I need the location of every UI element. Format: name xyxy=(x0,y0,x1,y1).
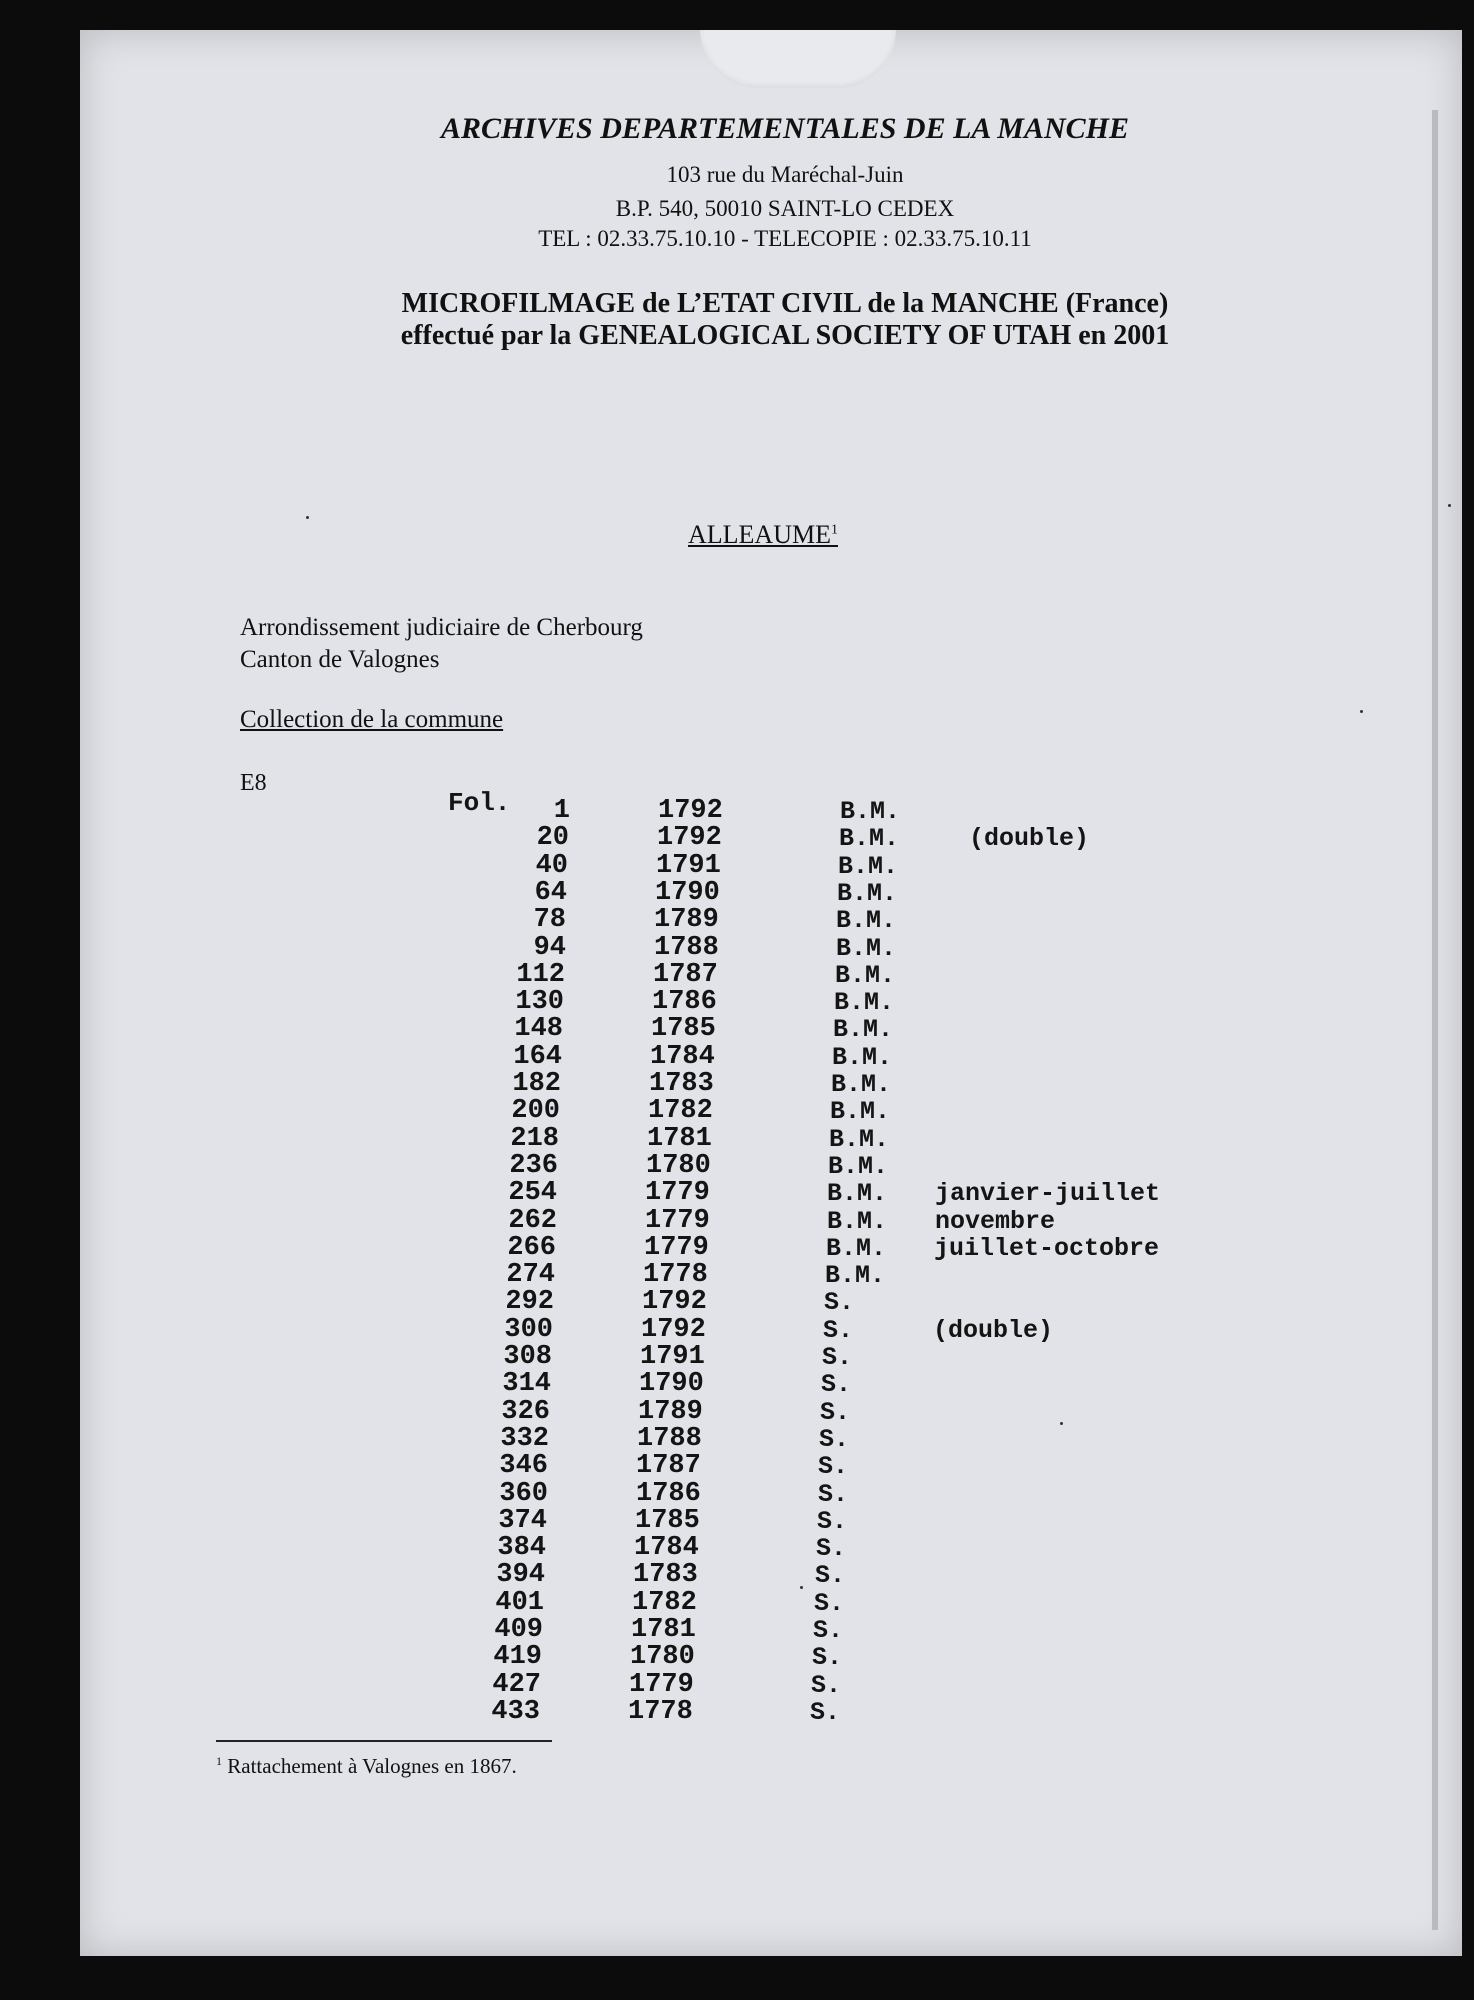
register-row xyxy=(433,1016,1233,1043)
register-year: 1786 xyxy=(636,1478,701,1509)
register-row xyxy=(414,1587,1214,1618)
folio-number: 346 xyxy=(499,1451,548,1482)
folio-number: 130 xyxy=(515,987,564,1018)
act-types: B.M. xyxy=(836,906,897,936)
canton: Canton de Valognes xyxy=(240,646,440,673)
register-year: 1778 xyxy=(643,1260,708,1291)
register-row xyxy=(421,1371,1221,1398)
register-row xyxy=(416,1535,1216,1562)
register-row xyxy=(424,1289,1224,1316)
act-types: B.M. xyxy=(829,1124,890,1154)
folio-number: 78 xyxy=(533,905,566,936)
folio-label: Fol. xyxy=(448,788,511,818)
register-year: 1789 xyxy=(654,905,719,936)
act-types: B.M. xyxy=(839,824,900,854)
folio-number: 300 xyxy=(504,1314,553,1345)
register-year: 1792 xyxy=(658,796,723,826)
sheet-edge-shadow xyxy=(1432,110,1438,1930)
act-types: B.M. xyxy=(830,1097,891,1127)
act-types: B.M. xyxy=(834,988,895,1018)
register-year: 1782 xyxy=(648,1096,713,1127)
arrondissement: Arrondissement judiciaire de Cherbourg xyxy=(240,614,643,641)
folio-number: 308 xyxy=(503,1342,552,1372)
register-year: 1786 xyxy=(652,987,717,1018)
folio-number: 374 xyxy=(498,1505,547,1536)
register-row xyxy=(425,1262,1225,1289)
act-types: S. xyxy=(816,1534,847,1564)
register-row xyxy=(420,1396,1220,1427)
commune-name xyxy=(688,520,838,550)
register-year: 1792 xyxy=(641,1314,706,1345)
register-row xyxy=(436,907,1236,934)
register-row xyxy=(418,1478,1218,1509)
footnote-text: Rattachement à Valognes en 1867. xyxy=(227,1754,517,1778)
act-types: S. xyxy=(814,1588,845,1618)
act-types: B.M. xyxy=(825,1261,886,1291)
register-row xyxy=(426,1232,1226,1263)
folio-number: 182 xyxy=(512,1069,561,1099)
register-year: 1778 xyxy=(628,1696,693,1727)
folio-number: 112 xyxy=(516,959,565,990)
folio-number: 314 xyxy=(502,1369,551,1400)
register-row xyxy=(437,877,1237,908)
act-types: B.M. xyxy=(832,1042,893,1072)
folio-number: 433 xyxy=(491,1696,540,1727)
register-row xyxy=(438,850,1238,881)
act-types: B.M. xyxy=(827,1206,888,1236)
folio-number: 292 xyxy=(505,1287,554,1318)
act-types: S. xyxy=(810,1697,841,1727)
folio-number: 326 xyxy=(501,1396,550,1427)
register-year: 1790 xyxy=(639,1369,704,1400)
act-types: B.M. xyxy=(831,1070,892,1099)
folio-number: 401 xyxy=(495,1587,544,1618)
folio-number: 40 xyxy=(535,850,568,881)
register-row xyxy=(436,932,1236,963)
register-note: juillet-octobre xyxy=(934,1233,1160,1263)
act-types: B.M. xyxy=(836,933,897,963)
collection-title: Collection de la commune xyxy=(240,706,504,733)
folio-number: 409 xyxy=(494,1615,543,1645)
act-types: S. xyxy=(818,1479,849,1509)
register-year: 1782 xyxy=(632,1587,697,1618)
register-row xyxy=(417,1505,1217,1536)
commune-footnote-marker: 1 xyxy=(830,522,838,538)
register-row xyxy=(410,1696,1210,1727)
act-types: S. xyxy=(812,1643,843,1673)
footnote-rule xyxy=(216,1740,552,1742)
register-row xyxy=(440,798,1240,825)
register-row xyxy=(430,1098,1230,1125)
act-types: S. xyxy=(821,1370,852,1400)
register-year: 1779 xyxy=(645,1205,710,1236)
register-year: 1779 xyxy=(629,1669,694,1700)
folio-number: 419 xyxy=(493,1642,542,1673)
project-title-line-1: MICROFILMAGE de L’ETAT CIVIL de la MANCHE (France) xyxy=(401,288,1169,319)
register-note: novembre xyxy=(935,1206,1056,1236)
footnote-marker: 1 xyxy=(216,1754,222,1768)
act-types: S. xyxy=(824,1288,855,1318)
sleeve-notch xyxy=(700,30,896,88)
register-year: 1784 xyxy=(634,1533,699,1564)
register-year: 1791 xyxy=(656,850,721,881)
register-row xyxy=(439,825,1239,852)
film-speck xyxy=(1360,710,1363,713)
register-year: 1780 xyxy=(646,1150,711,1181)
register-row xyxy=(427,1205,1227,1236)
film-speck xyxy=(800,1586,803,1589)
folio-number: 427 xyxy=(492,1669,541,1700)
act-types: B.M. xyxy=(837,878,898,908)
act-types: S. xyxy=(817,1506,848,1536)
act-types: S. xyxy=(822,1343,853,1372)
act-types: S. xyxy=(819,1424,850,1454)
register-note: (double) xyxy=(969,824,1090,854)
register-year: 1779 xyxy=(644,1232,709,1263)
register-year: 1792 xyxy=(642,1287,707,1318)
folio-number: 360 xyxy=(499,1478,548,1509)
register-row xyxy=(412,1644,1212,1671)
folio-number: 200 xyxy=(511,1096,560,1127)
register-row xyxy=(423,1314,1223,1345)
register-row xyxy=(432,1041,1232,1072)
register-year: 1789 xyxy=(638,1396,703,1427)
address-phones: TEL : 02.33.75.10.10 - TELECOPIE : 02.33.75.10.11 xyxy=(538,226,1032,251)
folio-number: 254 xyxy=(508,1178,557,1209)
act-types: B.M. xyxy=(835,960,896,990)
folio-number: 394 xyxy=(496,1560,545,1591)
act-types: B.M. xyxy=(828,1151,889,1181)
register-row xyxy=(413,1617,1213,1644)
register-year: 1787 xyxy=(653,959,718,990)
archive-name: ARCHIVES DEPARTEMENTALES DE LA MANCHE xyxy=(441,112,1129,145)
register-year: 1792 xyxy=(657,823,722,854)
register-row xyxy=(434,989,1234,1016)
register-year: 1783 xyxy=(649,1069,714,1099)
register-year: 1787 xyxy=(636,1451,701,1482)
series-code: E8 xyxy=(240,770,267,796)
register-row xyxy=(429,1123,1229,1154)
register-row xyxy=(422,1344,1222,1371)
folio-number: 94 xyxy=(533,932,566,963)
register-year: 1785 xyxy=(651,1014,716,1045)
register-row xyxy=(415,1562,1215,1589)
folio-number: 148 xyxy=(514,1014,563,1045)
register-row xyxy=(428,1150,1228,1181)
act-types: S. xyxy=(811,1670,842,1700)
register-year: 1791 xyxy=(640,1342,705,1372)
act-types: S. xyxy=(820,1397,851,1427)
folio-number: 218 xyxy=(510,1123,559,1154)
register-row xyxy=(431,1071,1231,1098)
register-year: 1781 xyxy=(647,1123,712,1154)
act-types: B.M. xyxy=(840,797,901,826)
act-types: B.M. xyxy=(826,1233,887,1263)
register-year: 1785 xyxy=(635,1505,700,1536)
register-year: 1790 xyxy=(655,877,720,908)
address-street: 103 rue du Maréchal-Juin xyxy=(666,162,904,187)
footnote xyxy=(216,1754,517,1779)
register-year: 1781 xyxy=(631,1615,696,1645)
act-types: S. xyxy=(818,1452,849,1482)
folio-number: 236 xyxy=(509,1150,558,1181)
act-types: S. xyxy=(815,1561,846,1591)
register-row xyxy=(419,1423,1219,1454)
folio-number: 1 xyxy=(553,796,570,826)
register-year: 1788 xyxy=(654,932,719,963)
folio-number: 266 xyxy=(507,1232,556,1263)
register-note: (double) xyxy=(933,1315,1054,1345)
project-title-line-2: effectué par la GENEALOGICAL SOCIETY OF UTAH en 2001 xyxy=(400,320,1170,351)
register-year: 1779 xyxy=(645,1178,710,1209)
register-year: 1788 xyxy=(637,1423,702,1454)
folio-number: 262 xyxy=(508,1205,557,1236)
folio-number: 20 xyxy=(536,823,569,854)
folio-number: 384 xyxy=(497,1533,546,1564)
register-row xyxy=(418,1453,1218,1480)
act-types: B.M. xyxy=(833,1015,894,1045)
register-year: 1780 xyxy=(630,1642,695,1673)
film-speck xyxy=(306,516,309,519)
film-speck xyxy=(1448,504,1451,507)
register-year: 1783 xyxy=(633,1560,698,1591)
folio-number: 274 xyxy=(506,1260,555,1291)
register-row xyxy=(411,1669,1211,1700)
folio-number: 164 xyxy=(513,1041,562,1072)
address-postal: B.P. 540, 50010 SAINT-LO CEDEX xyxy=(615,196,955,221)
act-types: S. xyxy=(823,1315,854,1345)
register-note: janvier-juillet xyxy=(935,1179,1161,1209)
act-types: S. xyxy=(813,1616,844,1645)
commune-name-text: ALLEAUME xyxy=(688,520,831,549)
film-speck xyxy=(1060,1422,1063,1425)
folio-number: 332 xyxy=(500,1423,549,1454)
act-types: B.M. xyxy=(827,1179,888,1209)
register-row xyxy=(435,959,1235,990)
register-year: 1784 xyxy=(650,1041,715,1072)
register-row xyxy=(427,1180,1227,1207)
act-types: B.M. xyxy=(838,851,899,881)
folio-number: 64 xyxy=(534,877,567,908)
